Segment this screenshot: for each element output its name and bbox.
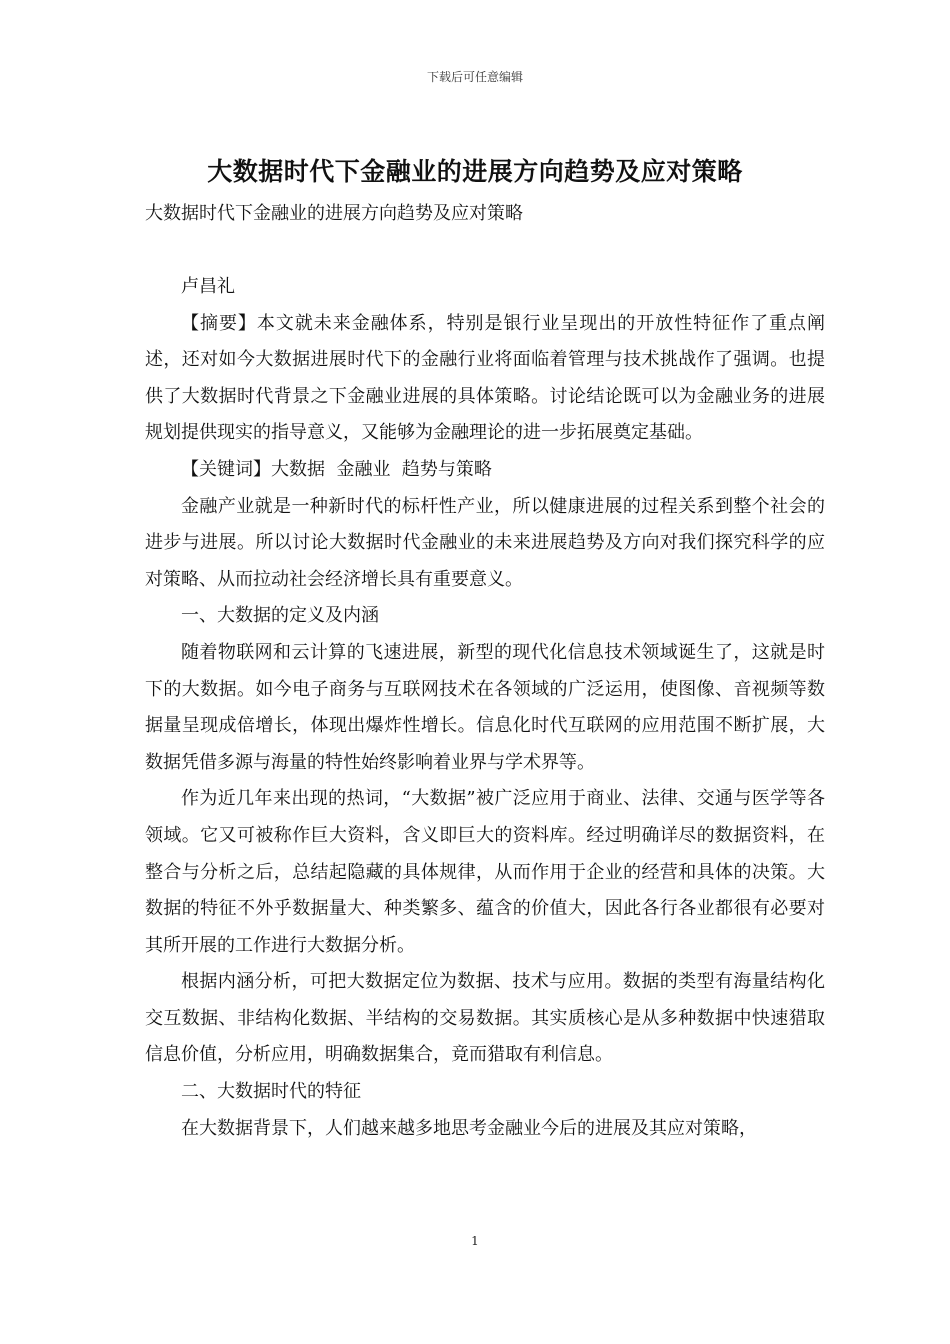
- keywords: 【关键词】大数据 金融业 趋势与策略: [181, 458, 492, 480]
- document-body: [145, 269, 825, 1147]
- paragraph-intro: 金融产业就是一种新时代的标杆性产业，所以健康进展的过程关系到整个社会的进步与进展。所以讨论大数据时代金融业的未来进展趋势及方向对我们探究科学的应对策略、从而拉动社会经济增长具有重要意义。: [145, 495, 825, 590]
- abstract: 【摘要】本文就未来金融体系，特别是银行业呈现出的开放性特征作了重点阐述，还对如今大数据进展时代下的金融行业将面临着管理与技术挑战作了强调。也提供了大数据时代背景之下金融业进展的具体策略。讨论结论既可以为金融业务的进展规划提供现实的指导意义，又能够为金融理论的进一步拓展奠定基础。: [145, 312, 825, 444]
- paragraph: 在大数据背景下，人们越来越多地思考金融业今后的进展及其应对策略，: [181, 1117, 757, 1139]
- section-heading-1: 一、大数据的定义及内涵: [181, 605, 379, 627]
- section-heading-2: 二、大数据时代的特征: [181, 1081, 361, 1103]
- author: 卢昌礼: [181, 276, 235, 297]
- paragraph: 根据内涵分析，可把大数据定位为数据、技术与应用。数据的类型有海量结构化交互数据、非结构化数据、半结构的交易数据。其实质核心是从多种数据中快速猎取信息价值，分析应用，明确数据集合，竟而猎取有利信息。: [145, 971, 825, 1066]
- paragraph: 随着物联网和云计算的飞速进展，新型的现代化信息技术领域诞生了，这就是时下的大数据。如今电子商务与互联网技术在各领域的广泛运用，使图像、音视频等数据量呈现成倍增长，体现出爆炸性增长。信息化时代互联网的应用范围不断扩展，大数据凭借多源与海量的特性始终影响着业界与学术界等。: [145, 641, 825, 773]
- page-number: 1: [471, 1234, 479, 1248]
- document-subtitle: 大数据时代下金融业的进展方向趋势及应对策略: [145, 203, 523, 224]
- document-title: 大数据时代下金融业的进展方向趋势及应对策略: [207, 157, 743, 186]
- paragraph: 作为近几年来出现的热词，“大数据”被广泛应用于商业、法律、交通与医学等各领域。它又可被称作巨大资料，含义即巨大的资料库。经过明确详尽的数据资料，在整合与分析之后，总结起隐藏的具体规律，从而作用于企业的经营和具体的决策。大数据的特征不外乎数据量大、种类繁多、蕴含的价值大，因此各行各业都很有必要对其所开展的工作进行大数据分析。: [145, 788, 825, 956]
- page-header: 下载后可任意编辑: [426, 70, 523, 84]
